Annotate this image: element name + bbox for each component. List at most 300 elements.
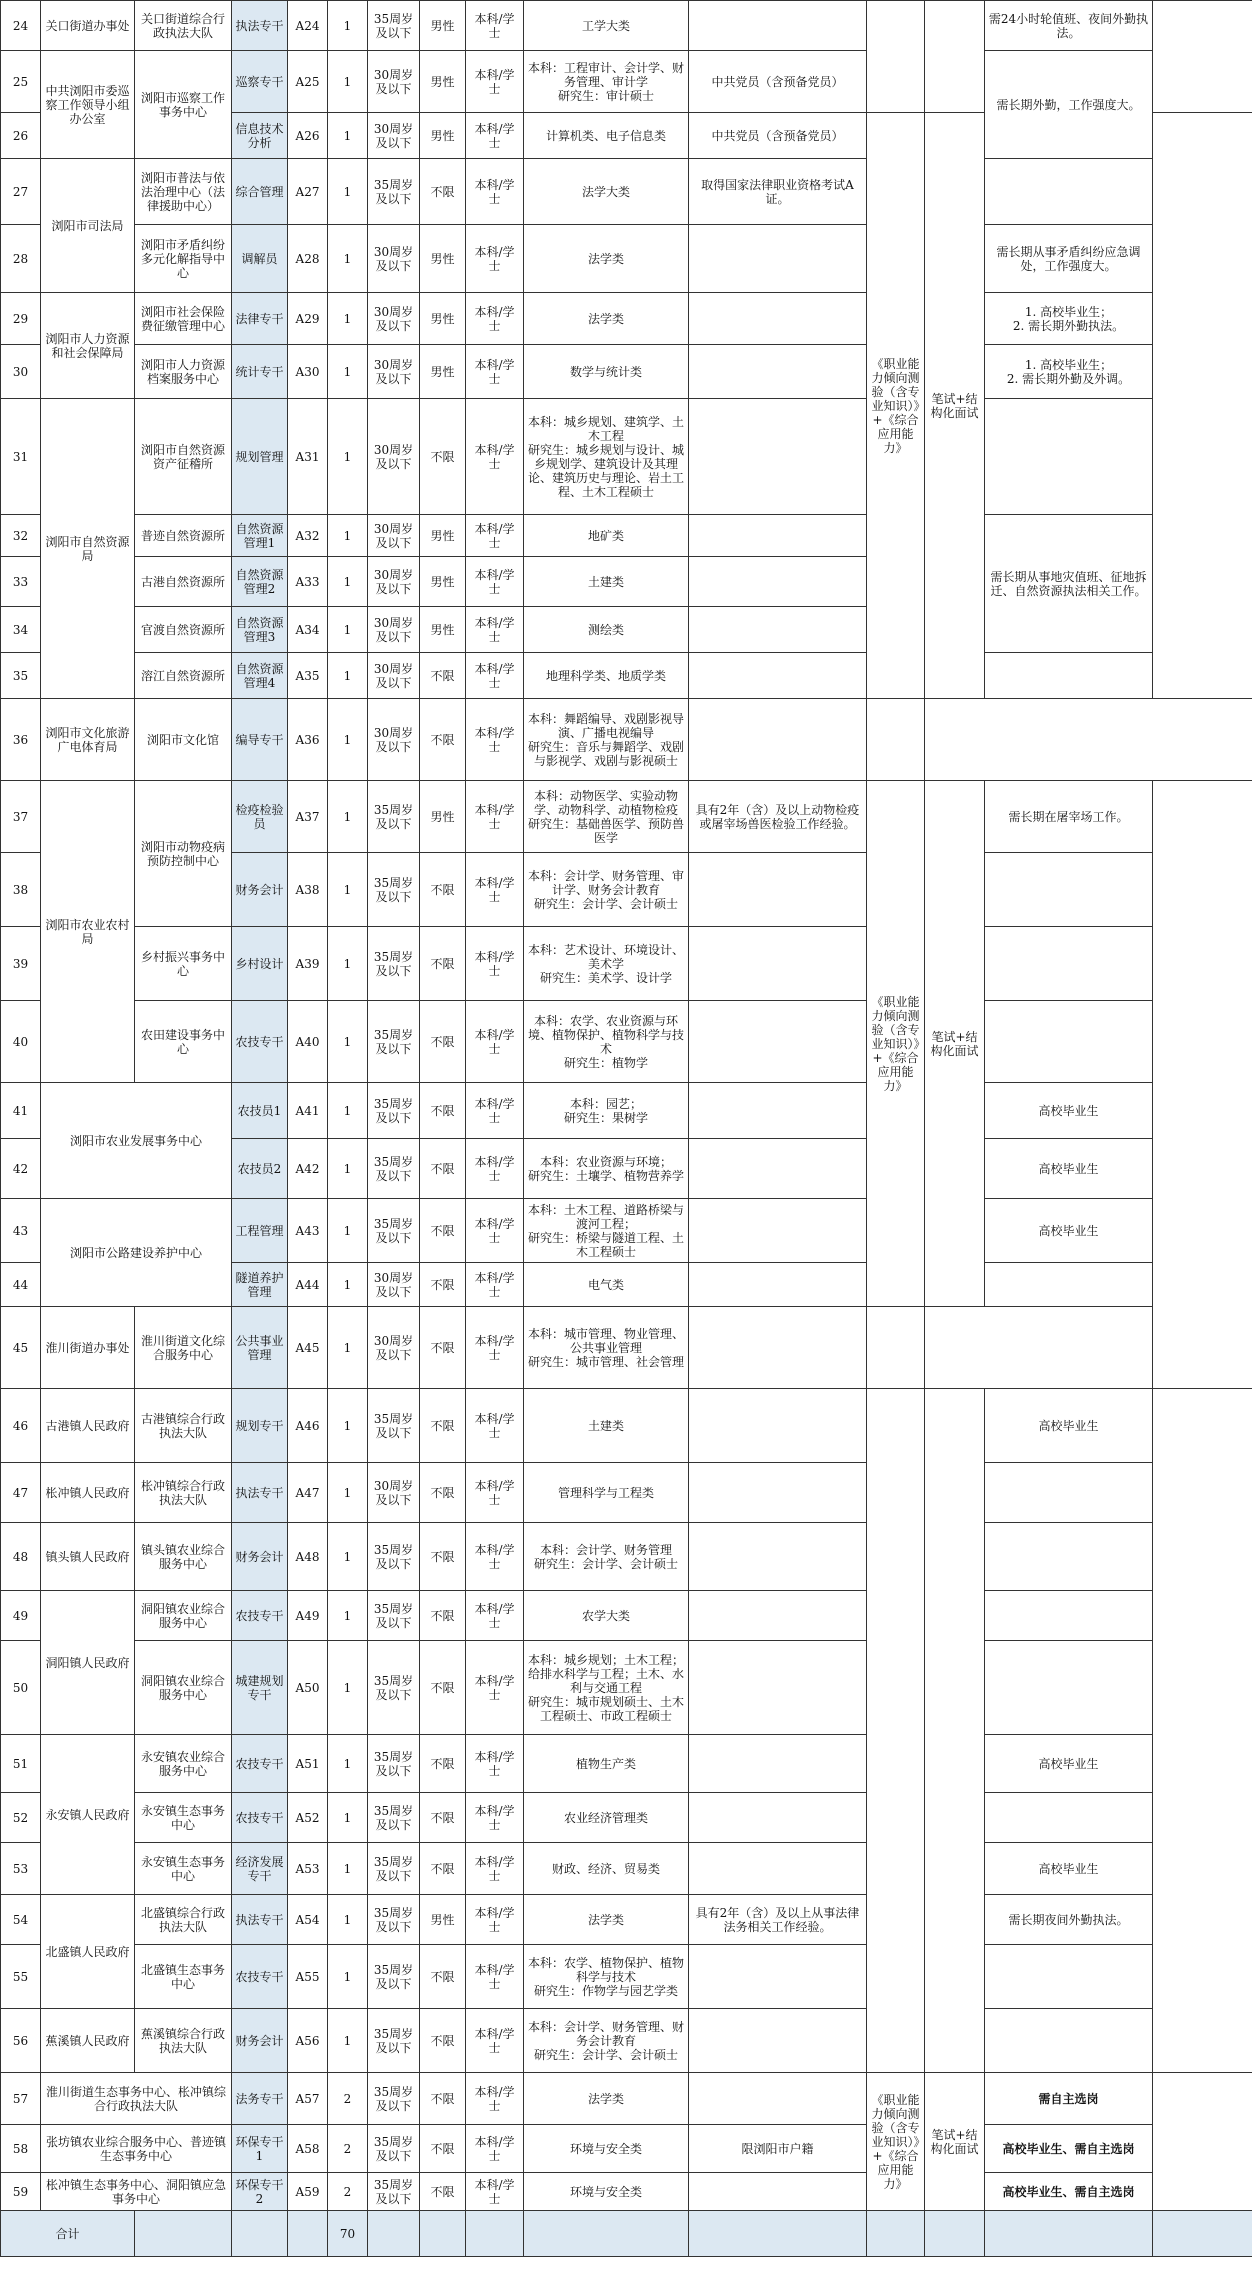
code-cell: A41 (288, 1083, 328, 1139)
blank-cell (1153, 781, 1252, 1389)
dept-cell: 蕉溪镇综合行政执法大队 (135, 2009, 232, 2073)
other-cell (689, 699, 867, 781)
code-cell: A24 (288, 1, 328, 51)
count-cell: 1 (328, 1083, 368, 1139)
age-cell: 35周岁及以下 (368, 1895, 420, 1945)
age-cell: 30周岁及以下 (368, 653, 420, 699)
position-cell: 检疫检验员 (232, 781, 288, 853)
age-cell: 35周岁及以下 (368, 2125, 420, 2173)
dept-cell: 北盛镇生态事务中心 (135, 1945, 232, 2009)
education-cell: 本科/学士 (466, 1139, 524, 1199)
age-cell: 30周岁及以下 (368, 399, 420, 515)
age-cell: 30周岁及以下 (368, 557, 420, 607)
other-cell (689, 653, 867, 699)
age-cell: 35周岁及以下 (368, 1139, 420, 1199)
row-number: 51 (1, 1735, 41, 1793)
remark-cell (867, 699, 925, 781)
remark-cell (985, 1641, 1153, 1735)
dept-cell: 浏阳市巡察工作事务中心 (135, 51, 232, 159)
age-cell: 35周岁及以下 (368, 2073, 420, 2125)
sex-cell: 不限 (420, 1641, 466, 1735)
age-cell: 35周岁及以下 (368, 781, 420, 853)
count-cell: 1 (328, 345, 368, 399)
unit-cell: 北盛镇人民政府 (41, 1895, 135, 2009)
code-cell: A40 (288, 1001, 328, 1083)
dept-cell: 溶江自然资源所 (135, 653, 232, 699)
education-cell: 本科/学士 (466, 853, 524, 927)
code-cell: A30 (288, 345, 328, 399)
major-cell: 土建类 (524, 1389, 689, 1463)
major-cell: 地理科学类、地质学类 (524, 653, 689, 699)
exam-cell: 《职业能力倾向测验（含专业知识）》+《综合应用能力》 (867, 781, 925, 1307)
major-cell: 本科：会计学、财务管理、财务会计教育 研究生：会计学、会计硕士 (524, 2009, 689, 2073)
major-cell: 本科：园艺； 研究生：果树学 (524, 1083, 689, 1139)
position-cell: 城建规划专干 (232, 1641, 288, 1735)
code-cell: A45 (288, 1307, 328, 1389)
count-cell: 1 (328, 515, 368, 557)
total-empty (1153, 2211, 1252, 2257)
unit-cell: 永安镇人民政府 (41, 1735, 135, 1895)
education-cell: 本科/学士 (466, 557, 524, 607)
sex-cell: 不限 (420, 2073, 466, 2125)
education-cell: 本科/学士 (466, 2073, 524, 2125)
count-cell: 1 (328, 113, 368, 159)
major-cell: 测绘类 (524, 607, 689, 653)
other-cell (689, 607, 867, 653)
code-cell: A55 (288, 1945, 328, 2009)
education-cell: 本科/学士 (466, 1523, 524, 1591)
position-cell: 农技专干 (232, 1945, 288, 2009)
education-cell: 本科/学士 (466, 1083, 524, 1139)
code-cell: A54 (288, 1895, 328, 1945)
unit-cell: 浏阳市司法局 (41, 159, 135, 293)
code-cell: A46 (288, 1389, 328, 1463)
count-cell: 1 (328, 1389, 368, 1463)
sex-cell: 不限 (420, 1463, 466, 1523)
sex-cell: 男性 (420, 293, 466, 345)
row-number: 29 (1, 293, 41, 345)
age-cell: 30周岁及以下 (368, 51, 420, 113)
total-empty (232, 2211, 288, 2257)
count-cell: 1 (328, 1463, 368, 1523)
table-row (1, 2073, 1252, 2125)
exam-cell (867, 1389, 925, 2073)
count-cell: 1 (328, 1843, 368, 1895)
dept-cell: 洞阳镇农业综合服务中心 (135, 1591, 232, 1641)
count-cell: 1 (328, 1, 368, 51)
position-cell: 执法专干 (232, 1463, 288, 1523)
dept-cell: 永安镇农业综合服务中心 (135, 1735, 232, 1793)
position-cell: 自然资源管理4 (232, 653, 288, 699)
total-empty (867, 2211, 925, 2257)
position-cell: 自然资源管理2 (232, 557, 288, 607)
major-cell: 法学类 (524, 2073, 689, 2125)
table-row (1, 1, 1252, 51)
unit-cell: 镇头镇人民政府 (41, 1523, 135, 1591)
code-cell: A48 (288, 1523, 328, 1591)
position-cell: 巡察专干 (232, 51, 288, 113)
age-cell: 35周岁及以下 (368, 853, 420, 927)
row-number: 24 (1, 1, 41, 51)
position-cell: 法务专干 (232, 2073, 288, 2125)
other-cell (689, 557, 867, 607)
major-cell: 本科：工程审计、会计学、财务管理、审计学 研究生：审计硕士 (524, 51, 689, 113)
dept-cell: 浏阳市人力资源档案服务中心 (135, 345, 232, 399)
total-empty (288, 2211, 328, 2257)
age-cell: 35周岁及以下 (368, 1793, 420, 1843)
total-label: 合计 (1, 2211, 135, 2257)
position-cell: 自然资源管理3 (232, 607, 288, 653)
other-cell: 限浏阳市户籍 (689, 2125, 867, 2173)
row-number: 41 (1, 1083, 41, 1139)
other-cell (689, 1083, 867, 1139)
count-cell: 1 (328, 1523, 368, 1591)
sex-cell: 不限 (420, 159, 466, 225)
unit-cell: 浏阳市公路建设养护中心 (41, 1199, 232, 1307)
major-cell: 环境与安全类 (524, 2125, 689, 2173)
other-cell: 取得国家法律职业资格考试A证。 (689, 159, 867, 225)
education-cell: 本科/学士 (466, 1001, 524, 1083)
education-cell: 本科/学士 (466, 1843, 524, 1895)
education-cell: 本科/学士 (466, 1199, 524, 1263)
remark-cell (985, 653, 1153, 699)
code-cell: A39 (288, 927, 328, 1001)
education-cell: 本科/学士 (466, 399, 524, 515)
age-cell: 35周岁及以下 (368, 1083, 420, 1139)
position-cell: 工程管理 (232, 1199, 288, 1263)
education-cell: 本科/学士 (466, 159, 524, 225)
age-cell: 35周岁及以下 (368, 1389, 420, 1463)
dept-cell: 古港自然资源所 (135, 557, 232, 607)
count-cell: 1 (328, 853, 368, 927)
education-cell: 本科/学士 (466, 653, 524, 699)
age-cell: 35周岁及以下 (368, 1843, 420, 1895)
age-cell: 30周岁及以下 (368, 345, 420, 399)
count-cell: 2 (328, 2173, 368, 2211)
table-row (1, 1463, 1252, 1523)
total-empty (368, 2211, 420, 2257)
education-cell: 本科/学士 (466, 1945, 524, 2009)
sex-cell: 男性 (420, 557, 466, 607)
code-cell: A58 (288, 2125, 328, 2173)
remark-cell (985, 853, 1153, 927)
total-empty (524, 2211, 689, 2257)
row-number: 36 (1, 699, 41, 781)
count-cell: 1 (328, 699, 368, 781)
position-cell: 执法专干 (232, 1895, 288, 1945)
row-number: 47 (1, 1463, 41, 1523)
other-cell (689, 853, 867, 927)
sex-cell: 不限 (420, 853, 466, 927)
row-number: 32 (1, 515, 41, 557)
row-number: 55 (1, 1945, 41, 2009)
row-number: 50 (1, 1641, 41, 1735)
position-cell: 农技专干 (232, 1591, 288, 1641)
unit-cell: 淮川街道生态事务中心、枨冲镇综合行政执法大队 (41, 2073, 232, 2125)
major-cell: 本科：城市管理、物业管理、公共事业管理 研究生：城市管理、社会管理 (524, 1307, 689, 1389)
dept-cell: 古港镇综合行政执法大队 (135, 1389, 232, 1463)
remark-cell: 高校毕业生 (985, 1735, 1153, 1793)
method-cell: 笔试+结构化面试 (925, 781, 985, 1307)
code-cell: A50 (288, 1641, 328, 1735)
sex-cell: 男性 (420, 1895, 466, 1945)
position-cell: 财务会计 (232, 2009, 288, 2073)
table-row (1, 51, 1252, 113)
position-cell: 编导专干 (232, 699, 288, 781)
table-row (1, 1641, 1252, 1735)
remark-cell (867, 1307, 925, 1389)
major-cell: 本科：动物医学、实验动物学、动物科学、动植物检疫 研究生：基础兽医学、预防兽医学 (524, 781, 689, 853)
row-number: 25 (1, 51, 41, 113)
method-cell (925, 1389, 985, 2073)
sex-cell: 不限 (420, 1389, 466, 1463)
count-cell: 1 (328, 557, 368, 607)
dept-cell: 浏阳市矛盾纠纷多元化解指导中心 (135, 225, 232, 293)
other-cell (689, 399, 867, 515)
table-row (1, 2125, 1252, 2173)
sex-cell: 不限 (420, 927, 466, 1001)
remark-cell (985, 1591, 1153, 1641)
age-cell: 30周岁及以下 (368, 293, 420, 345)
remark-cell: 高校毕业生、需自主选岗 (985, 2173, 1153, 2211)
sex-cell: 不限 (420, 2173, 466, 2211)
education-cell: 本科/学士 (466, 1641, 524, 1735)
other-cell (689, 1843, 867, 1895)
row-number: 52 (1, 1793, 41, 1843)
education-cell: 本科/学士 (466, 781, 524, 853)
sex-cell: 男性 (420, 345, 466, 399)
position-cell: 法律专干 (232, 293, 288, 345)
other-cell (689, 1523, 867, 1591)
exam-cell: 《职业能力倾向测验（含专业知识）》+《综合应用能力》 (867, 2073, 925, 2211)
remark-cell (985, 1523, 1153, 1591)
education-cell: 本科/学士 (466, 1895, 524, 1945)
table-row (1, 1591, 1252, 1641)
row-number: 58 (1, 2125, 41, 2173)
age-cell: 30周岁及以下 (368, 225, 420, 293)
remark-cell: 需自主选岗 (985, 2073, 1153, 2125)
other-cell (689, 345, 867, 399)
row-number: 30 (1, 345, 41, 399)
code-cell: A32 (288, 515, 328, 557)
position-cell: 经济发展专干 (232, 1843, 288, 1895)
dept-cell: 浏阳市社会保险费征缴管理中心 (135, 293, 232, 345)
sex-cell: 男性 (420, 515, 466, 557)
row-number: 59 (1, 2173, 41, 2211)
row-number: 33 (1, 557, 41, 607)
row-number: 28 (1, 225, 41, 293)
dept-cell: 浏阳市文化馆 (135, 699, 232, 781)
table-row (1, 1523, 1252, 1591)
education-cell: 本科/学士 (466, 607, 524, 653)
major-cell: 管理科学与工程类 (524, 1463, 689, 1523)
other-cell (689, 1001, 867, 1083)
other-cell (689, 1307, 867, 1389)
unit-cell: 蕉溪镇人民政府 (41, 2009, 135, 2073)
position-cell: 财务会计 (232, 1523, 288, 1591)
sex-cell: 不限 (420, 1199, 466, 1263)
total-empty (420, 2211, 466, 2257)
table-row (1, 1793, 1252, 1843)
count-cell: 1 (328, 1591, 368, 1641)
code-cell: A59 (288, 2173, 328, 2211)
age-cell: 35周岁及以下 (368, 2173, 420, 2211)
remark-cell (985, 927, 1153, 1001)
education-cell: 本科/学士 (466, 2009, 524, 2073)
major-cell: 工学大类 (524, 1, 689, 51)
method-cell (925, 1, 985, 113)
code-cell: A56 (288, 2009, 328, 2073)
age-cell: 35周岁及以下 (368, 1523, 420, 1591)
education-cell: 本科/学士 (466, 1307, 524, 1389)
row-number: 31 (1, 399, 41, 515)
count-cell: 1 (328, 1263, 368, 1307)
count-cell: 1 (328, 1199, 368, 1263)
code-cell: A49 (288, 1591, 328, 1641)
sex-cell: 不限 (420, 1083, 466, 1139)
age-cell: 30周岁及以下 (368, 113, 420, 159)
position-cell: 公共事业管理 (232, 1307, 288, 1389)
sex-cell: 男性 (420, 607, 466, 653)
table-row (1, 2173, 1252, 2211)
dept-cell: 枨冲镇综合行政执法大队 (135, 1463, 232, 1523)
other-cell (689, 1945, 867, 2009)
dept-cell: 永安镇生态事务中心 (135, 1843, 232, 1895)
row-number: 40 (1, 1001, 41, 1083)
count-cell: 1 (328, 1735, 368, 1793)
row-number: 56 (1, 2009, 41, 2073)
dept-cell: 镇头镇农业综合服务中心 (135, 1523, 232, 1591)
count-cell: 1 (328, 159, 368, 225)
sex-cell: 不限 (420, 1793, 466, 1843)
sex-cell: 不限 (420, 1263, 466, 1307)
dept-cell: 洞阳镇农业综合服务中心 (135, 1641, 232, 1735)
remark-cell: 高校毕业生 (985, 1199, 1153, 1263)
count-cell: 1 (328, 653, 368, 699)
table-row (1, 515, 1252, 557)
sex-cell: 男性 (420, 225, 466, 293)
age-cell: 35周岁及以下 (368, 1735, 420, 1793)
position-cell: 农技专干 (232, 1001, 288, 1083)
dept-cell: 浏阳市自然资源资产征稽所 (135, 399, 232, 515)
other-cell (689, 2073, 867, 2125)
sex-cell: 不限 (420, 1523, 466, 1591)
other-cell (689, 1793, 867, 1843)
code-cell: A27 (288, 159, 328, 225)
sex-cell: 不限 (420, 1591, 466, 1641)
position-cell: 规划专干 (232, 1389, 288, 1463)
blank-cell (1153, 1, 1252, 113)
total-row (1, 2211, 1252, 2257)
method-cell: 笔试+结构化面试 (925, 113, 985, 699)
major-cell: 电气类 (524, 1263, 689, 1307)
age-cell: 35周岁及以下 (368, 2009, 420, 2073)
row-number: 27 (1, 159, 41, 225)
major-cell: 环境与安全类 (524, 2173, 689, 2211)
position-cell: 隧道养护管理 (232, 1263, 288, 1307)
major-cell: 本科：城乡规划；土木工程；给排水科学与工程；土木、水利与交通工程 研究生：城市规划硕士、土木工程硕士、市政工程硕士 (524, 1641, 689, 1735)
count-cell: 1 (328, 607, 368, 653)
total-empty (985, 2211, 1153, 2257)
code-cell: A44 (288, 1263, 328, 1307)
position-cell: 执法专干 (232, 1, 288, 51)
table-row (1, 1843, 1252, 1895)
code-cell: A42 (288, 1139, 328, 1199)
sex-cell: 不限 (420, 1843, 466, 1895)
remark-cell: 需长期从事矛盾纠纷应急调处，工作强度大。 (985, 225, 1153, 293)
age-cell: 30周岁及以下 (368, 515, 420, 557)
sex-cell: 男性 (420, 113, 466, 159)
row-number: 34 (1, 607, 41, 653)
row-number: 42 (1, 1139, 41, 1199)
table-row (1, 1001, 1252, 1083)
count-cell: 1 (328, 293, 368, 345)
row-number: 53 (1, 1843, 41, 1895)
count-cell: 2 (328, 2125, 368, 2173)
education-cell: 本科/学士 (466, 1263, 524, 1307)
position-cell: 自然资源管理1 (232, 515, 288, 557)
count-cell: 1 (328, 51, 368, 113)
remark-cell: 高校毕业生 (985, 1083, 1153, 1139)
age-cell: 35周岁及以下 (368, 1591, 420, 1641)
education-cell: 本科/学士 (466, 1793, 524, 1843)
other-cell (689, 1641, 867, 1735)
code-cell: A36 (288, 699, 328, 781)
education-cell: 本科/学士 (466, 1, 524, 51)
position-cell: 调解员 (232, 225, 288, 293)
count-cell: 1 (328, 2009, 368, 2073)
education-cell: 本科/学士 (466, 1463, 524, 1523)
table-row (1, 1199, 1252, 1263)
education-cell: 本科/学士 (466, 927, 524, 1001)
remark-cell (985, 399, 1153, 515)
education-cell: 本科/学士 (466, 515, 524, 557)
major-cell: 农业经济管理类 (524, 1793, 689, 1843)
total-empty (925, 2211, 985, 2257)
table-row (1, 1735, 1252, 1793)
position-cell: 财务会计 (232, 853, 288, 927)
count-cell: 1 (328, 1001, 368, 1083)
blank-cell (1153, 113, 1252, 699)
unit-cell: 淮川街道办事处 (41, 1307, 135, 1389)
major-cell: 法学类 (524, 225, 689, 293)
table-row (1, 1083, 1252, 1139)
position-cell: 规划管理 (232, 399, 288, 515)
row-number: 45 (1, 1307, 41, 1389)
other-cell: 具有2年（含）及以上动物检疫或屠宰场兽医检验工作经验。 (689, 781, 867, 853)
unit-cell: 枨冲镇生态事务中心、洞阳镇应急事务中心 (41, 2173, 232, 2211)
code-cell: A37 (288, 781, 328, 853)
remark-cell (985, 2009, 1153, 2073)
sex-cell: 不限 (420, 1001, 466, 1083)
dept-cell: 浏阳市动物疫病预防控制中心 (135, 781, 232, 927)
age-cell: 35周岁及以下 (368, 1, 420, 51)
major-cell: 计算机类、电子信息类 (524, 113, 689, 159)
position-cell: 环保专干1 (232, 2125, 288, 2173)
other-cell (689, 1, 867, 51)
major-cell: 法学类 (524, 1895, 689, 1945)
age-cell: 35周岁及以下 (368, 927, 420, 1001)
other-cell (689, 515, 867, 557)
unit-cell: 张坊镇农业综合服务中心、普迹镇生态事务中心 (41, 2125, 232, 2173)
age-cell: 35周岁及以下 (368, 159, 420, 225)
major-cell: 法学大类 (524, 159, 689, 225)
row-number: 46 (1, 1389, 41, 1463)
table-row (1, 699, 1252, 781)
remark-cell (985, 1793, 1153, 1843)
other-cell (689, 293, 867, 345)
remark-cell: 需长期夜间外勤执法。 (985, 1895, 1153, 1945)
